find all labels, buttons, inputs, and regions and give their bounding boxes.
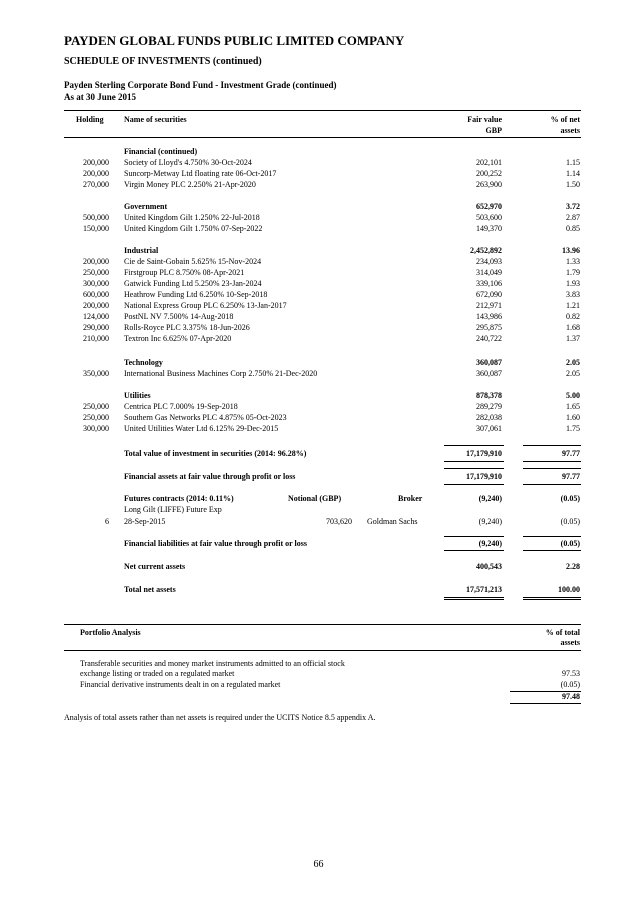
futures-fv: (9,240) [478,517,502,526]
holding-header: Holding [76,115,104,124]
net-current-assets-pct: 2.28 [566,562,580,571]
holding-cell: 200,000 [83,301,109,310]
fair-value-cell: 307,061 [476,424,502,433]
holding-cell: 250,000 [83,268,109,277]
section-total-fv: 652,970 [476,202,502,211]
pct-cell: 1.65 [566,402,580,411]
holding-cell: 150,000 [83,224,109,233]
fund-name: Payden Sterling Corporate Bond Fund - Investment Grade (continued) [64,80,337,90]
holding-cell: 290,000 [83,323,109,332]
fair-value-cell: 295,875 [476,323,502,332]
portfolio-header-rule [64,650,581,651]
financial-liabilities-label: Financial liabilities at fair value through profit or loss [124,539,307,548]
pct-cell: 1.33 [566,257,580,266]
pct-header: % of net [550,115,580,124]
section-total-fv: 360,087 [476,358,502,367]
security-name: Rolls-Royce PLC 3.375% 18-Jun-2026 [124,323,250,332]
portfolio-total: 97.48 [562,692,580,701]
pct-rule [523,550,581,551]
futures-total-pct: (0.05) [560,494,580,503]
fv-rule [444,461,504,462]
footnote: Analysis of total assets rather than net assets is required under the UCITS Notice 8.5 appendix A. [64,713,376,722]
pct-cell: 1.79 [566,268,580,277]
pct-cell: 3.83 [566,290,580,299]
pct-rule [523,536,581,537]
pct-rule [523,461,581,462]
pct-rule [523,468,581,469]
futures-pct: (0.05) [560,517,580,526]
holding-cell: 300,000 [83,279,109,288]
pct-cell: 2.05 [566,369,580,378]
futures-holding: 6 [105,517,109,526]
security-name: Textron Inc 6.625% 07-Apr-2020 [124,334,232,343]
fair-value-cell: 212,971 [476,301,502,310]
total-net-assets-pct: 100.00 [558,585,580,594]
fv-rule [444,468,504,469]
portfolio-total-rule [510,703,581,704]
net-current-assets-label: Net current assets [124,562,186,571]
section-total-pct: 3.72 [566,202,580,211]
total-net-assets-label: Total net assets [124,585,176,594]
fair-value-cell: 202,101 [476,158,502,167]
page-number: 66 [313,859,324,870]
holding-cell: 250,000 [83,402,109,411]
broker-header: Broker [398,494,423,503]
table-top-rule [64,110,581,111]
security-name: United Kingdom Gilt 1.750% 07-Sep-2022 [124,224,263,233]
fair-value-cell: 339,106 [476,279,502,288]
total-investment-pct: 97.77 [562,449,580,458]
pct-cell: 1.15 [566,158,580,167]
pct-cell: 0.82 [566,312,580,321]
security-name: National Express Group PLC 6.250% 13-Jan-2017 [124,301,287,310]
fair-value-cell: 289,279 [476,402,502,411]
pct-cell: 1.21 [566,301,580,310]
security-name: Centrica PLC 7.000% 19-Sep-2018 [124,402,238,411]
security-name: United Kingdom Gilt 1.250% 22-Jul-2018 [124,213,260,222]
security-name: International Business Machines Corp 2.750% 21-Dec-2020 [124,369,318,378]
schedule-title: SCHEDULE OF INVESTMENTS (continued) [64,56,262,67]
portfolio-line: Transferable securities and money market instruments admitted to an official stock [80,659,345,668]
section-title: Technology [124,358,163,367]
holding-cell: 124,000 [83,312,109,321]
section-total-pct: 13.96 [562,246,580,255]
fv-rule [444,445,504,446]
security-name: Southern Gas Networks PLC 4.875% 05-Oct-2023 [124,413,287,422]
futures-notional: 703,620 [326,517,352,526]
as-at-date: As at 30 June 2015 [64,92,137,102]
fair-value-cell: 503,600 [476,213,502,222]
portfolio-title: Portfolio Analysis [80,628,141,637]
pct-cell: 1.93 [566,279,580,288]
total-investment-fv: 17,179,910 [466,449,502,458]
fair-value-cell: 234,093 [476,257,502,266]
fv-rule [444,536,504,537]
fair-value-currency: GBP [485,126,502,135]
fair-value-cell: 672,090 [476,290,502,299]
financial-assets-label: Financial assets at fair value through profit or loss [124,472,296,481]
section-total-pct: 2.05 [566,358,580,367]
financial-assets-pct: 97.77 [562,472,580,481]
pct-cell: 1.37 [566,334,580,343]
portfolio-value: (0.05) [560,680,580,689]
portfolio-top-rule [64,624,581,625]
section-title: Financial (continued) [124,147,198,156]
security-name: Suncorp-Metway Ltd floating rate 06-Oct-2017 [124,169,277,178]
pct-rule [523,597,581,598]
pct-header-2: assets [560,126,580,135]
futures-total-fv: (9,240) [478,494,502,503]
fv-rule [444,484,504,485]
pct-rule [523,445,581,446]
futures-broker: Goldman Sachs [367,517,418,526]
pct-cell: 1.14 [566,169,580,178]
net-current-assets-fv: 400,543 [476,562,502,571]
company-title: PAYDEN GLOBAL FUNDS PUBLIC LIMITED COMPANY [64,33,405,48]
futures-expiry: 28-Sep-2015 [124,517,166,526]
name-header: Name of securities [124,115,187,124]
holding-cell: 500,000 [83,213,109,222]
fair-value-header: Fair value [467,115,502,124]
section-total-pct: 5.00 [566,391,580,400]
security-name: Society of Lloyd's 4.750% 30-Oct-2024 [124,158,252,167]
section-total-fv: 878,378 [476,391,502,400]
holding-cell: 350,000 [83,369,109,378]
security-name: Firstgroup PLC 8.750% 08-Apr-2021 [124,268,245,277]
security-name: PostNL NV 7.500% 14-Aug-2018 [124,312,234,321]
holding-cell: 210,000 [83,334,109,343]
fair-value-cell: 240,722 [476,334,502,343]
fair-value-cell: 360,087 [476,369,502,378]
security-name: Virgin Money PLC 2.250% 21-Apr-2020 [124,180,256,189]
pct-rule [523,599,581,600]
portfolio-value: 97.53 [562,669,580,678]
portfolio-line: Financial derivative instruments dealt in on a regulated market [80,680,281,689]
portfolio-col-header: % of total [545,628,580,637]
holding-cell: 200,000 [83,158,109,167]
total-net-assets-fv: 17,571,213 [466,585,502,594]
pct-cell: 0.85 [566,224,580,233]
holding-cell: 250,000 [83,413,109,422]
section-title: Government [124,202,168,211]
portfolio-line: exchange listing or traded on a regulated market [80,669,235,678]
security-name: Gatwick Funding Ltd 5.250% 23-Jan-2024 [124,279,262,288]
fv-rule [444,550,504,551]
futures-description: Long Gilt (LIFFE) Future Exp [124,505,222,514]
pct-cell: 1.75 [566,424,580,433]
section-title: Industrial [124,246,159,255]
fv-rule [444,599,504,600]
holding-cell: 200,000 [83,257,109,266]
financial-liabilities-fv: (9,240) [478,539,502,548]
holding-cell: 270,000 [83,180,109,189]
portfolio-col-header-2: assets [560,638,580,647]
notional-header: Notional (GBP) [288,494,342,503]
security-name: Cie de Saint-Gobain 5.625% 15-Nov-2024 [124,257,262,266]
financial-assets-fv: 17,179,910 [466,472,502,481]
holding-cell: 600,000 [83,290,109,299]
security-name: United Utilities Water Ltd 6.125% 29-Dec-2015 [124,424,279,433]
pct-cell: 1.50 [566,180,580,189]
fair-value-cell: 200,252 [476,169,502,178]
fair-value-cell: 149,370 [476,224,502,233]
section-title: Utilities [124,391,151,400]
futures-title: Futures contracts (2014: 0.11%) [124,494,234,503]
fv-rule [444,597,504,598]
pct-cell: 1.68 [566,323,580,332]
holding-cell: 200,000 [83,169,109,178]
fair-value-cell: 314,049 [476,268,502,277]
table-header-rule [64,137,581,138]
section-total-fv: 2,452,892 [470,246,502,255]
pct-cell: 2.87 [566,213,580,222]
holding-cell: 300,000 [83,424,109,433]
fair-value-cell: 143,986 [476,312,502,321]
pct-cell: 1.60 [566,413,580,422]
pct-rule [523,484,581,485]
fair-value-cell: 282,038 [476,413,502,422]
security-name: Heathrow Funding Ltd 6.250% 10-Sep-2018 [124,290,268,299]
total-investment-label: Total value of investment in securities (2014: 96.28%) [124,449,307,458]
financial-liabilities-pct: (0.05) [560,539,580,548]
fair-value-cell: 263,900 [476,180,502,189]
